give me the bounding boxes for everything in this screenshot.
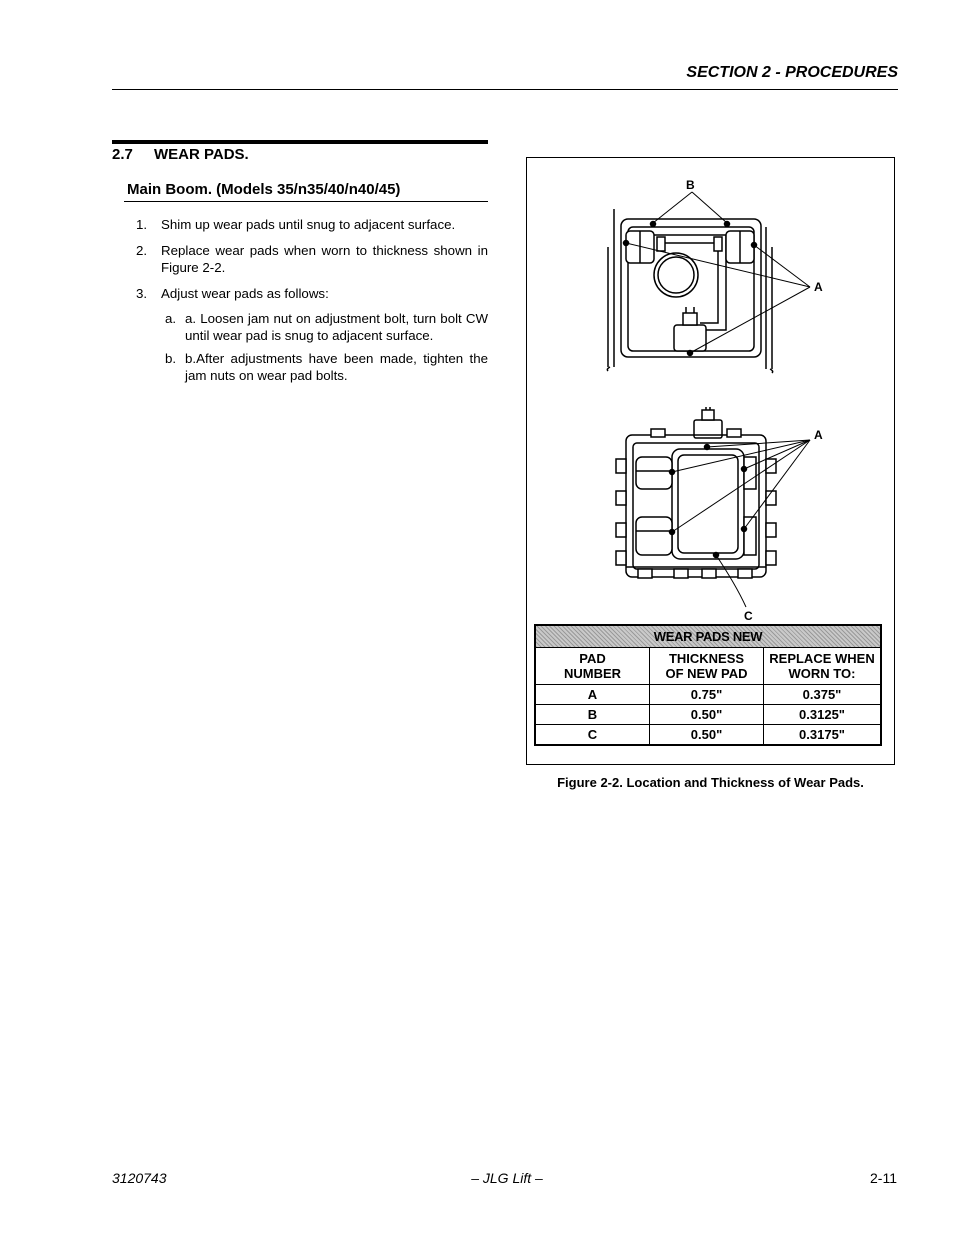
section-number: 2.7 [112, 146, 133, 163]
list-item [165, 350, 488, 384]
table-title: WEAR PADS NEW [535, 625, 881, 648]
column-header [764, 648, 882, 685]
list-item [136, 216, 488, 233]
table-cell: C [535, 725, 650, 746]
subsection-rule [124, 201, 488, 202]
section-bar [112, 140, 488, 144]
header-line: NUMBER [563, 666, 622, 681]
header-line: THICKNESS [668, 651, 745, 666]
substep-text: b.After adjustments have been made, tighten the jam nuts on wear pad bolts. [185, 351, 488, 383]
substep-number: a. [165, 311, 177, 326]
list-item [165, 310, 488, 344]
bottom-cross-section [616, 407, 810, 607]
procedure-steps [136, 216, 488, 390]
step-number: 2. [136, 243, 148, 258]
figure-caption: Figure 2-2. Location and Thickness of Wear Pads. [557, 775, 864, 790]
page-number: 2-11 [870, 1170, 897, 1186]
top-cross-section [607, 192, 810, 373]
section-header: SECTION 2 - PROCEDURES [686, 64, 898, 81]
header-rule [112, 89, 898, 90]
column-header [535, 648, 650, 685]
substep-text: a. Loosen jam nut on adjustment bolt, turn bolt CW until wear pad is snug to adjacent surface. [185, 311, 488, 343]
table-row [535, 705, 881, 725]
table-row [535, 685, 881, 705]
table-cell: B [535, 705, 650, 725]
label-c: C [744, 609, 753, 622]
step-text: Adjust wear pads as follows: [161, 286, 329, 301]
header-line: PAD [579, 651, 606, 666]
document-number: 3120743 [112, 1170, 167, 1186]
table-cell: 0.75" [650, 685, 764, 705]
list-item [136, 242, 488, 276]
label-a-bottom: A [814, 428, 823, 442]
table-row [535, 725, 881, 746]
table-cell: 0.50" [650, 705, 764, 725]
table-cell: 0.3125" [764, 705, 882, 725]
table-cell: 0.3175" [764, 725, 882, 746]
wear-pads-table [534, 624, 882, 746]
table-cell: A [535, 685, 650, 705]
substep-number: b. [165, 351, 177, 366]
label-a-top: A [814, 280, 823, 294]
step-text: Shim up wear pads until snug to adjacent surface. [161, 217, 456, 232]
footer-brand: – JLG Lift – [471, 1170, 543, 1186]
table-cell: 0.375" [764, 685, 882, 705]
subsection-title: Main Boom. (Models 35/n35/40/n40/45) [127, 181, 401, 198]
header-line: REPLACE WHEN [769, 651, 875, 666]
column-header [650, 648, 764, 685]
step-number: 3. [136, 286, 148, 301]
step-number: 1. [136, 217, 148, 232]
step-text: Replace wear pads when worn to thickness shown in Figure 2-2. [161, 243, 488, 275]
label-b: B [686, 178, 695, 192]
header-line: OF NEW PAD [665, 666, 748, 681]
substep-list [165, 310, 488, 384]
section-title: WEAR PADS. [154, 146, 249, 163]
wear-pad-diagram [526, 157, 895, 622]
list-item [136, 285, 488, 302]
table-cell: 0.50" [650, 725, 764, 746]
header-line: WORN TO: [788, 666, 856, 681]
